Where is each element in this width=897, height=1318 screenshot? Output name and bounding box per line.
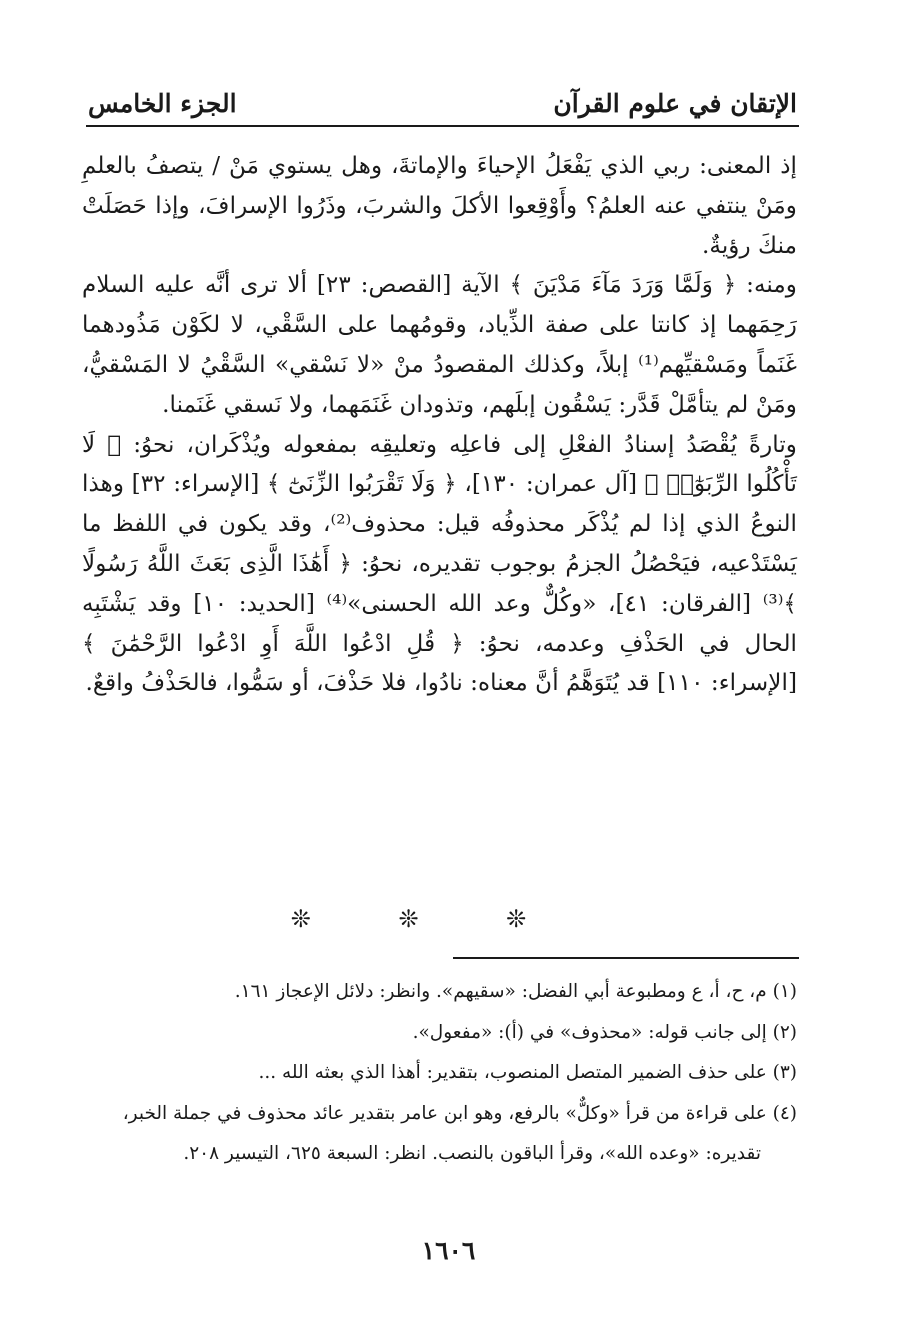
section-separator: ❊ ❊ ❊ [290, 905, 567, 933]
footnote: (١) م، ح، أ، ع ومطبوعة أبي الفضل: «سقيهم». وانظر: دلائل الإعجاز ١٦١. [234, 981, 797, 1002]
volume-title: الجزء الخامس [88, 89, 237, 118]
book-title: الإتقان في علوم القرآن [553, 89, 797, 118]
paragraph: ومنه: ﴿ وَلَمَّا وَرَدَ مَآءَ مَدْيَنَ ﴾ الآية [القصص: ٢٣] ألا ترى أنَّه عليه السلام رَحِمَهما إذ كانتا على صفة الذِّياد، وقومُهما على السَّقْي، لا لكَوْن مَذُودهما غَنَماً ومَسْقيِّهم⁽¹⁾ إبلاً، وكذلك المقصودُ منْ «لا نَسْقي» السَّقْيُ لا المَسْقيُّ، ومَنْ لم يتأمَّلْ قَدَّر: يَسْقُون إبلَهم، وتذودان غَنَمَهما، ولا نَسقي غَنَمنا. [82, 271, 797, 418]
header-divider [86, 125, 799, 127]
running-header [88, 78, 797, 118]
footnote: (٣) على حذف الضمير المتصل المنصوب، بتقدير: أهذا الذي بعثه الله ... [258, 1062, 797, 1083]
footnote-divider [453, 957, 799, 959]
paragraph: إذ المعنى: ربي الذي يَفْعَلُ الإحياءَ والإماتةَ، وهل يستوي مَنْ / يتصفُ بالعلمِ ومَنْ ينتفي عنه العلمُ؟ وأَوْقِعوا الأكلَ والشربَ، وذَرُوا الإسرافَ، وإذا حَصَلَتْ منكَ رؤيةٌ. [82, 152, 797, 259]
footnote-continuation: تقديره: «وعده الله»، وقرأ الباقون بالنصب. انظر: السبعة ٦٢٥، التيسير ٢٠٨. [183, 1143, 761, 1164]
page-number: ١٦٠٦ [421, 1236, 476, 1265]
paragraph: وتارةً يُقْصَدُ إسنادُ الفعْلِ إلى فاعلِه وتعليقِه بمفعوله ويُذْكَران، نحوُ: ﴿ لَا تَأْكُلُوا الرِّبَوٰٓا۟ ﴾ [آل عمران: ١٣٠]، ﴿ وَلَا تَقْرَبُوا الزِّنَىٰٓ ﴾ [الإسراء: ٣٢] وهذا النوعُ الذي إذا لم يُذْكَر محذوفُه قيل: محذوف⁽²⁾، وقد يكون في اللفظ ما يَسْتَدْعيه، فيَحْصُلُ الجزمُ بوجوب تقديره، نحوُ: ﴿ أَهَٰذَا الَّذِى بَعَثَ اللَّهُ رَسُولًا ﴾⁽³⁾ [الفرقان: ٤١]، «وكُلٌّ وعد الله الحسنى»⁽⁴⁾ [الحديد: ١٠] وقد يَشْتَبِه الحال في الحَذْفِ وعدمه، نحوُ: ﴿ قُلِ ادْعُوا اللَّهَ أَوِ ادْعُوا الرَّحْمَٰنَ ﴾ [الإسراء: ١١٠] قد يُتَوَهَّمُ أنَّ معناه: نادُوا، فلا حَذْفَ، أو سَمُّوا، فالحَذْفُ واقعٌ. [82, 430, 797, 697]
footnotes [82, 972, 797, 1175]
footnote: (٢) إلى جانب قوله: «محذوف» في (أ): «مفعول». [412, 1021, 797, 1043]
main-text [82, 146, 797, 703]
footnote: (٤) على قراءة من قرأ «وكلٌّ» بالرفع، وهو ابن عامر بتقدير عائد محذوف في جملة الخبر، [122, 1102, 797, 1124]
